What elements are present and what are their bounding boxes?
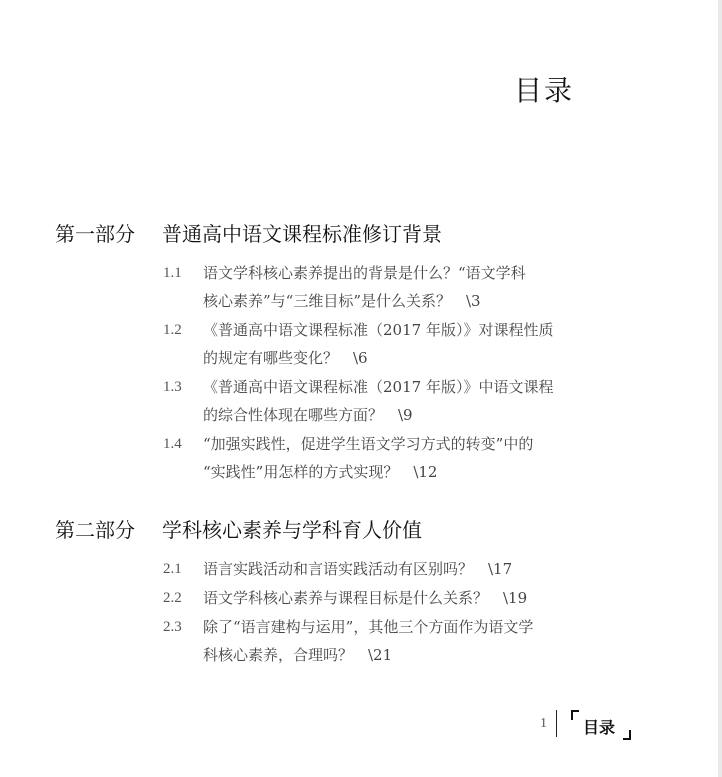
toc-item-number: 2.1	[163, 561, 182, 577]
footer-divider	[556, 710, 557, 737]
toc-item-line: 语文学科核心素养提出的背景是什么？“语文学科	[203, 264, 526, 282]
toc-item[interactable]	[163, 316, 583, 372]
toc-item-number: 1.2	[163, 322, 182, 338]
toc-item-number: 1.1	[163, 265, 182, 281]
page-title: 目录	[513, 73, 574, 107]
part-title: 学科核心素养与学科育人价值	[162, 518, 422, 542]
part-number: 第二部分	[55, 518, 135, 542]
toc-item-text	[203, 316, 583, 372]
toc-item[interactable]	[163, 373, 583, 429]
page-edge	[718, 0, 722, 777]
toc-item-line: 的规定有哪些变化？ \6	[203, 349, 368, 367]
footer-label-text: 目录	[583, 718, 616, 737]
toc-item[interactable]	[163, 430, 583, 486]
toc-item[interactable]	[163, 584, 583, 612]
toc-item-text: 语言实践活动和言语实践活动有区别吗？ \17	[203, 560, 513, 578]
footer-section-label	[571, 710, 631, 740]
toc-item-text	[203, 613, 583, 669]
part-title: 普通高中语文课程标准修订背景	[162, 222, 442, 246]
toc-item-line: 《普通高中语文课程标准（2017 年版）》中语文课程	[203, 378, 554, 396]
part-number: 第一部分	[55, 222, 135, 246]
toc-item-text	[203, 373, 583, 429]
bracket-open-icon	[571, 710, 579, 720]
toc-item-text: 语文学科核心素养与课程目标是什么关系？ \19	[203, 589, 528, 607]
toc-item-number: 1.4	[163, 436, 182, 452]
toc-item-number: 2.2	[163, 590, 182, 606]
toc-item[interactable]	[163, 555, 583, 583]
toc-item-line: “实践性”用怎样的方式实现？ \12	[203, 463, 438, 481]
toc-item-number: 1.3	[163, 379, 182, 395]
toc-item[interactable]	[163, 259, 583, 315]
part-section-2	[55, 514, 595, 670]
bracket-close-icon	[623, 730, 631, 740]
toc-item-number: 2.3	[163, 619, 182, 635]
toc-item-line: 《普通高中语文课程标准（2017 年版）》对课程性质	[203, 321, 554, 339]
toc-item-line: 核心素养”与“三维目标”是什么关系？ \3	[203, 292, 481, 310]
toc-item-line: 除了“语言建构与运用”，其他三个方面作为语文学	[203, 618, 534, 636]
toc-list	[163, 259, 583, 486]
part-section-1	[55, 218, 595, 487]
toc-item-line: 的综合性体现在哪些方面？ \9	[203, 406, 413, 424]
toc-item-line: “加强实践性，促进学生语文学习方式的转变”中的	[203, 435, 534, 453]
page-number: 1	[540, 716, 547, 731]
toc-list	[163, 555, 583, 669]
toc-item-text	[203, 430, 583, 486]
toc-item[interactable]	[163, 613, 583, 669]
toc-item-line: 科核心素养，合理吗？ \21	[203, 646, 393, 664]
toc-item-text	[203, 259, 583, 315]
part-heading	[55, 514, 595, 543]
part-heading	[55, 218, 595, 247]
